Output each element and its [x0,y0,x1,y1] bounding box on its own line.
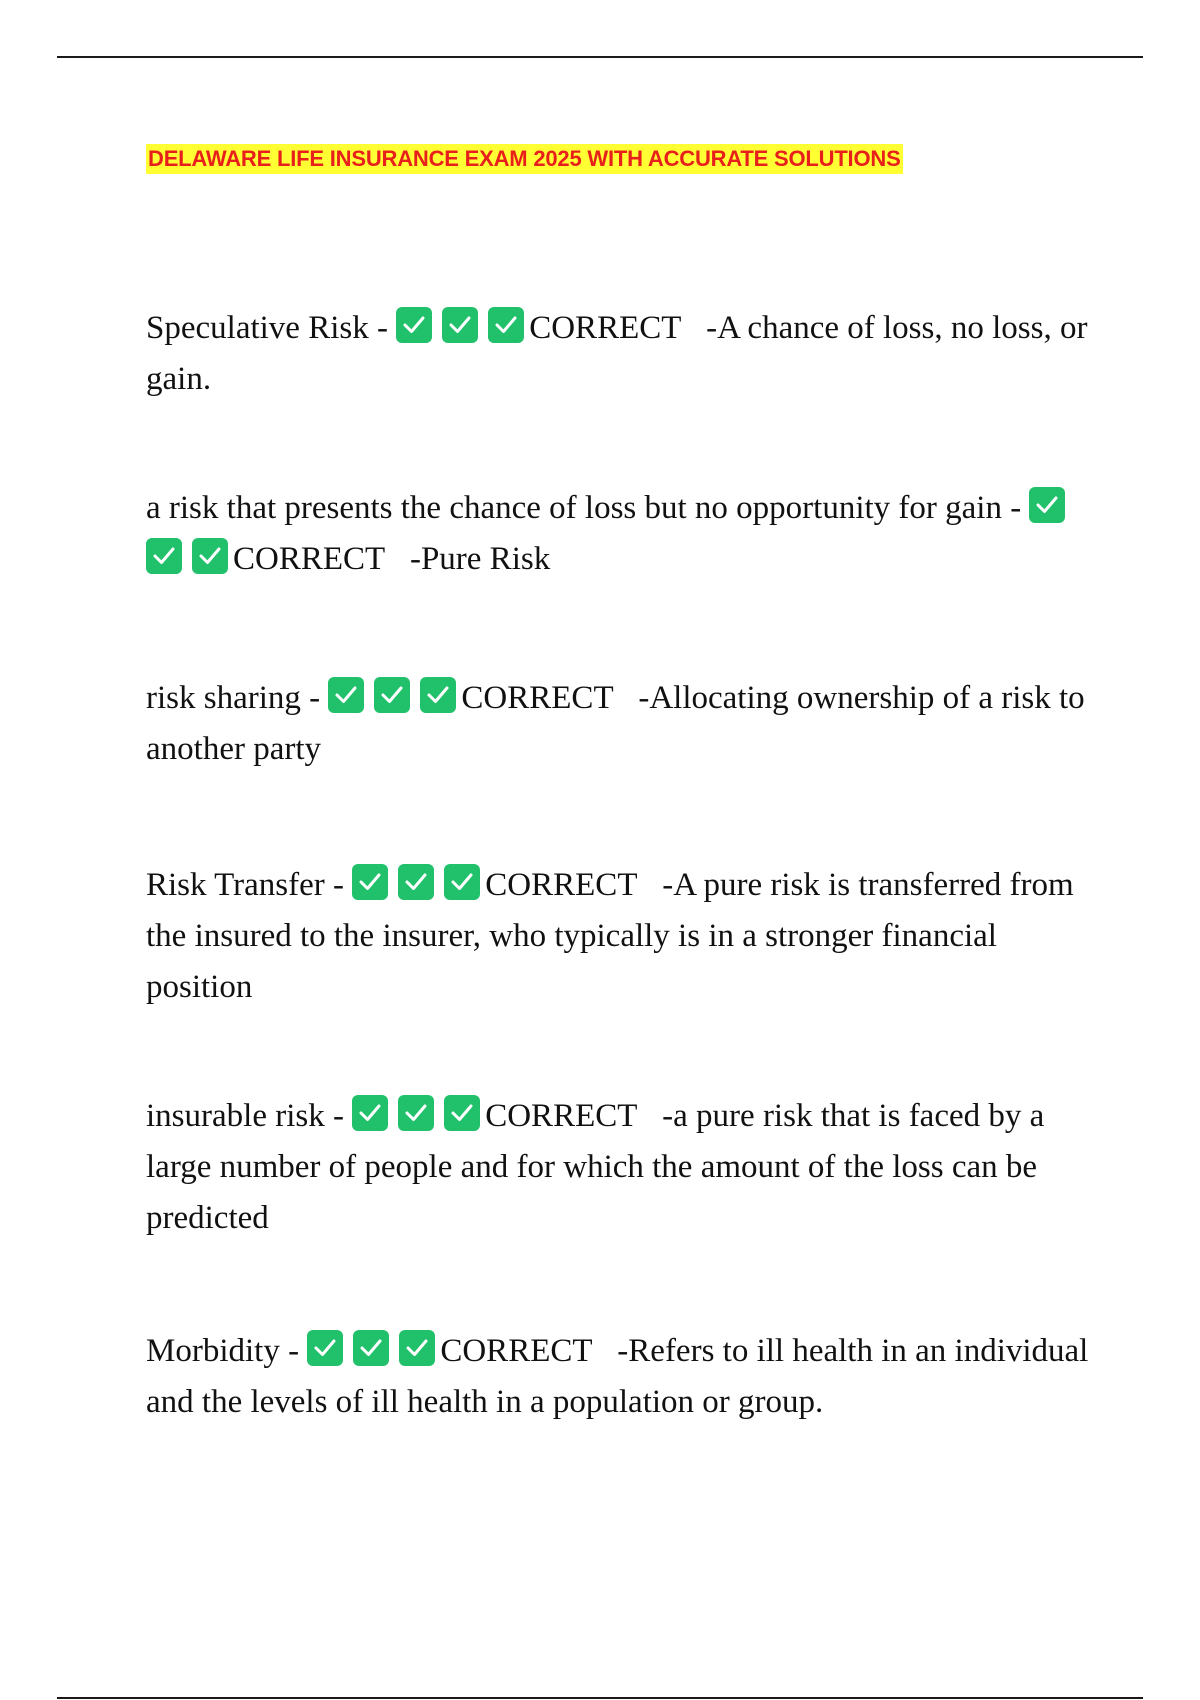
qa-term: a risk that presents the chance of loss but no opportunity for gain [146,490,1002,526]
qa-term: Risk Transfer [146,867,325,903]
qa-item: insurable risk - CORRECT -a pure risk that is faced by a large number of people and for which the amount of the loss can be predicted [146,1091,1106,1244]
correct-marker: CORRECT [529,310,682,346]
top-rule [57,56,1143,58]
document-title: DELAWARE LIFE INSURANCE EXAM 2025 WITH ACCURATE SOLUTIONS [146,144,903,174]
bottom-rule [57,1697,1143,1699]
qa-item: Speculative Risk - CORRECT -A chance of loss, no loss, or gain. [146,303,1106,405]
check-group [307,1333,440,1369]
check-mark-icon [352,864,388,900]
qa-item: Risk Transfer - CORRECT -A pure risk is transferred from the insured to the insurer, who typically is in a stronger financial position [146,860,1106,1013]
check-mark-icon [442,307,478,343]
correct-marker: CORRECT [461,680,614,716]
check-mark-icon [399,1330,435,1366]
check-group [396,310,529,346]
check-mark-icon [307,1330,343,1366]
title-wrap [146,144,903,174]
qa-term: insurable risk [146,1098,325,1134]
check-mark-icon [398,1095,434,1131]
qa-term: Speculative Risk [146,310,369,346]
qa-answer: -Pure Risk [409,541,551,577]
qa-answer: -A pure risk is transferred from the insured to the insurer, who typically is in a stronger financial position [146,867,1074,1005]
check-mark-icon [444,864,480,900]
check-mark-icon [420,677,456,713]
check-group [328,680,461,716]
check-mark-icon [353,1330,389,1366]
check-mark-icon [396,307,432,343]
check-mark-icon [1029,487,1065,523]
correct-marker: CORRECT [485,1098,638,1134]
qa-answer: -Refers to ill health in an individual and the levels of ill health in a population or group. [146,1333,1089,1420]
qa-answer: -Allocating ownership of a risk to another party [146,680,1085,767]
correct-marker: CORRECT [485,867,638,903]
check-mark-icon [444,1095,480,1131]
qa-term: risk sharing [146,680,301,716]
qa-term: Morbidity [146,1333,280,1369]
check-mark-icon [328,677,364,713]
check-mark-icon [488,307,524,343]
qa-answer: -A chance of loss, no loss, or gain. [146,310,1088,397]
qa-item: Morbidity - CORRECT -Refers to ill health in an individual and the levels of ill health in a population or group. [146,1326,1106,1428]
check-group [352,867,485,903]
check-mark-icon [374,677,410,713]
qa-item: a risk that presents the chance of loss but no opportunity for gain - CORRECT -Pure Risk [146,483,1106,585]
qa-answer: -a pure risk that is faced by a large number of people and for which the amount of the loss can be predicted [146,1098,1045,1236]
check-group [352,1098,485,1134]
check-mark-icon [352,1095,388,1131]
correct-marker: CORRECT [440,1333,593,1369]
check-mark-icon [398,864,434,900]
qa-item: risk sharing - CORRECT -Allocating ownership of a risk to another party [146,673,1106,775]
check-mark-icon [146,538,182,574]
check-mark-icon [192,538,228,574]
correct-marker: CORRECT [233,541,386,577]
